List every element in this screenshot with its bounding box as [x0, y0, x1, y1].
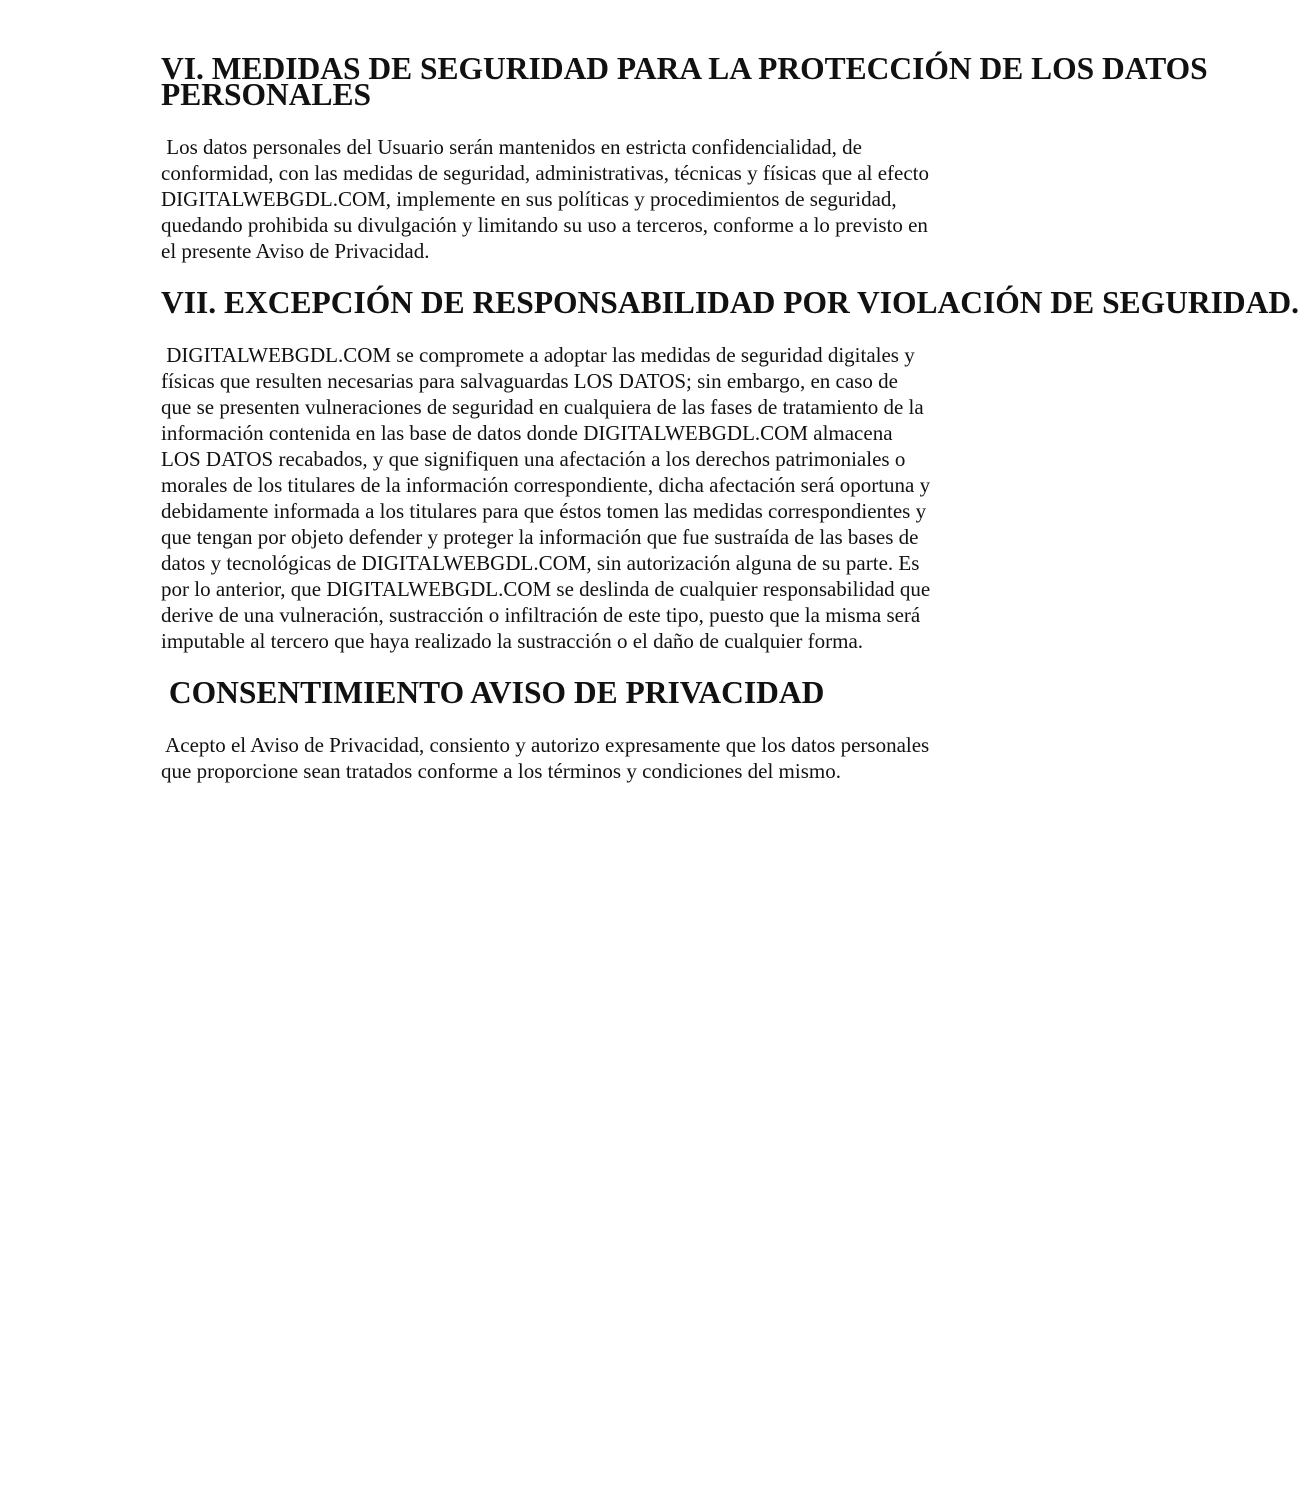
- heading-line: VI. MEDIDAS DE SEGURIDAD PARA LA PROTECCIÓN DE LOS DATOS: [161, 51, 1208, 86]
- section-heading: [161, 51, 1208, 112]
- paragraph-line: DIGITALWEBGDL.COM, implemente en sus políticas y procedimientos de seguridad,: [161, 187, 897, 211]
- paragraph-line: DIGITALWEBGDL.COM se compromete a adoptar las medidas de seguridad digitales y: [161, 343, 915, 367]
- paragraph-line: quedando prohibida su divulgación y limitando su uso a terceros, conforme a lo previsto en: [161, 213, 928, 237]
- paragraph-line: datos y tecnológicas de DIGITALWEBGDL.COM, sin autorización alguna de su parte. Es: [161, 551, 920, 575]
- paragraph-line: físicas que resulten necesarias para salvaguardas LOS DATOS; sin embargo, en caso de: [161, 369, 898, 393]
- paragraph-line: derive de una vulneración, sustracción o infiltración de este tipo, puesto que la misma será: [161, 603, 921, 627]
- section-paragraph: [161, 342, 1011, 654]
- paragraph-line: conformidad, con las medidas de seguridad, administrativas, técnicas y físicas que al efecto: [161, 161, 929, 185]
- paragraph-line: morales de los titulares de la información correspondiente, dicha afectación será oportuna y: [161, 473, 931, 497]
- paragraph-line: debidamente informada a los titulares para que éstos tomen las medidas correspondientes y: [161, 499, 927, 523]
- paragraph-line: Los datos personales del Usuario serán mantenidos en estricta confidencialidad, de: [161, 135, 862, 159]
- paragraph-line: imputable al tercero que haya realizado la sustracción o el daño de cualquier forma.: [161, 629, 864, 653]
- section-liability-exception: [161, 285, 1299, 654]
- paragraph-line: que tengan por objeto defender y proteger la información que fue sustraída de las bases de: [161, 525, 919, 549]
- paragraph-line: LOS DATOS recabados, y que signifiquen una afectación a los derechos patrimoniales o: [161, 447, 906, 471]
- paragraph-line: que se presenten vulneraciones de seguridad en cualquiera de las fases de tratamiento de la: [161, 395, 924, 419]
- paragraph-line: información contenida en las base de datos donde DIGITALWEBGDL.COM almacena: [161, 421, 893, 445]
- section-paragraph: [161, 732, 1011, 784]
- section-paragraph: [161, 134, 1011, 264]
- section-security-measures: [161, 51, 1208, 264]
- paragraph-line: Acepto el Aviso de Privacidad, consiento y autorizo expresamente que los datos personales: [161, 733, 930, 757]
- heading-line: CONSENTIMIENTO AVISO DE PRIVACIDAD: [161, 675, 825, 710]
- section-heading: [161, 675, 1011, 710]
- heading-line: PERSONALES: [161, 77, 372, 112]
- section-heading: [161, 285, 1299, 320]
- paragraph-line: por lo anterior, que DIGITALWEBGDL.COM se deslinda de cualquier responsabilidad que: [161, 577, 931, 601]
- heading-line: VII. EXCEPCIÓN DE RESPONSABILIDAD POR VIOLACIÓN DE SEGURIDAD.: [161, 285, 1299, 320]
- paragraph-line: que proporcione sean tratados conforme a los términos y condiciones del mismo.: [161, 759, 841, 783]
- section-privacy-consent: [161, 675, 1011, 784]
- paragraph-line: el presente Aviso de Privacidad.: [161, 239, 430, 263]
- document-page: [161, 51, 1299, 810]
